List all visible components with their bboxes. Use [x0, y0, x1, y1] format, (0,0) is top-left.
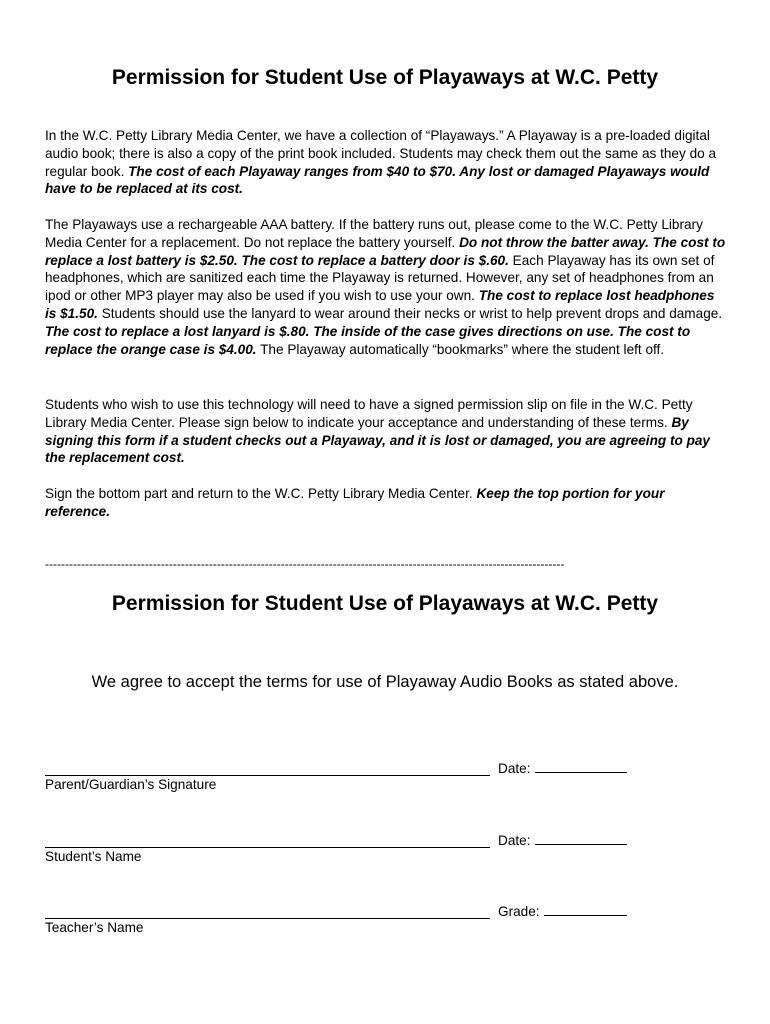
student-name-caption: Student’s Name — [45, 849, 142, 864]
teacher-name-caption: Teacher’s Name — [45, 920, 144, 935]
parent-signature-caption: Parent/Guardian’s Signature — [45, 777, 217, 792]
grade-blank-line — [544, 903, 627, 916]
parent-date-field[interactable] — [498, 760, 627, 776]
permission-text: Students who wish to use this technology will need to have a signed permission slip on file in the W.C. Petty Library Media Center. Please sign below to indicate your acceptance and understanding of these terms. — [45, 397, 693, 430]
signature-line — [45, 918, 490, 919]
intro-paragraph — [45, 127, 728, 198]
student-date-field[interactable] — [498, 832, 627, 848]
grade-label: Grade: — [498, 904, 540, 919]
teacher-name-field[interactable] — [45, 903, 490, 919]
page-title: Permission for Student Use of Playaways at W.C. Petty — [111, 66, 659, 89]
signature-line — [45, 847, 490, 848]
permission-paragraph — [45, 396, 728, 467]
date-blank-line — [535, 832, 627, 845]
permission-agreement-notice: By signing this form if a student checks out a Playaway, and it is lost or damaged, you are agreeing to pay the replacement cost. — [45, 414, 710, 466]
headphones-cost-notice: The cost to replace lost headphones is $1.50. — [45, 288, 715, 321]
battery-text-4: The Playaway automatically “bookmarks” where the student left off. — [256, 341, 665, 357]
cut-line-divider: ---------------------------------------------------------------------------------------------------------------------------------- — [45, 557, 565, 571]
battery-text-3: Students should use the lanyard to wear around their necks or wrist to help prevent drops and damage. — [97, 305, 723, 321]
battery-text-1: The Playaways use a rechargeable AAA battery. If the battery runs out, please come to the W.C. Petty Library Media Center for a replacement. Do not replace the battery yourself. — [45, 217, 703, 250]
date-blank-line — [535, 760, 627, 773]
parent-signature-field[interactable] — [45, 760, 490, 776]
battery-cost-notice: Do not throw the batter away. The cost to replace a lost battery is $2.50. The cost to replace a battery door is $.60. — [45, 234, 726, 268]
battery-paragraph — [45, 216, 728, 358]
intro-text: In the W.C. Petty Library Media Center, we have a collection of “Playaways.” A Playaway is a pre-loaded digital audio book; there is also a copy of the print book included. Students may check them out the same as they do a regular book. — [45, 128, 717, 179]
agreement-statement: We agree to accept the terms for use of Playaway Audio Books as stated above. — [91, 673, 679, 691]
return-text: Sign the bottom part and return to the W.C. Petty Library Media Center. — [45, 486, 477, 501]
keep-top-notice: Keep the top portion for your reference. — [45, 486, 665, 519]
student-name-field[interactable] — [45, 832, 490, 848]
lanyard-case-cost-notice: The cost to replace a lost lanyard is $.80. The inside of the case gives directions on use. The cost to replace the orange case is $4.00. — [45, 323, 691, 357]
date-label: Date: — [498, 833, 531, 848]
intro-cost-notice: The cost of each Playaway ranges from $40 to $70. Any lost or damaged Playaways would have to be replaced at its cost. — [45, 163, 710, 197]
date-label: Date: — [498, 761, 531, 776]
form-title: Permission for Student Use of Playaways at W.C. Petty — [111, 592, 659, 615]
signature-line — [45, 775, 490, 776]
battery-text-2: Each Playaway has its own set of headphones, which are sanitized each time the Playaway is returned. However, any set of headphones from an ipod or other MP3 player may also be used if you wish to use your own. — [45, 252, 715, 304]
grade-field[interactable] — [498, 903, 627, 919]
return-instructions — [45, 485, 728, 521]
